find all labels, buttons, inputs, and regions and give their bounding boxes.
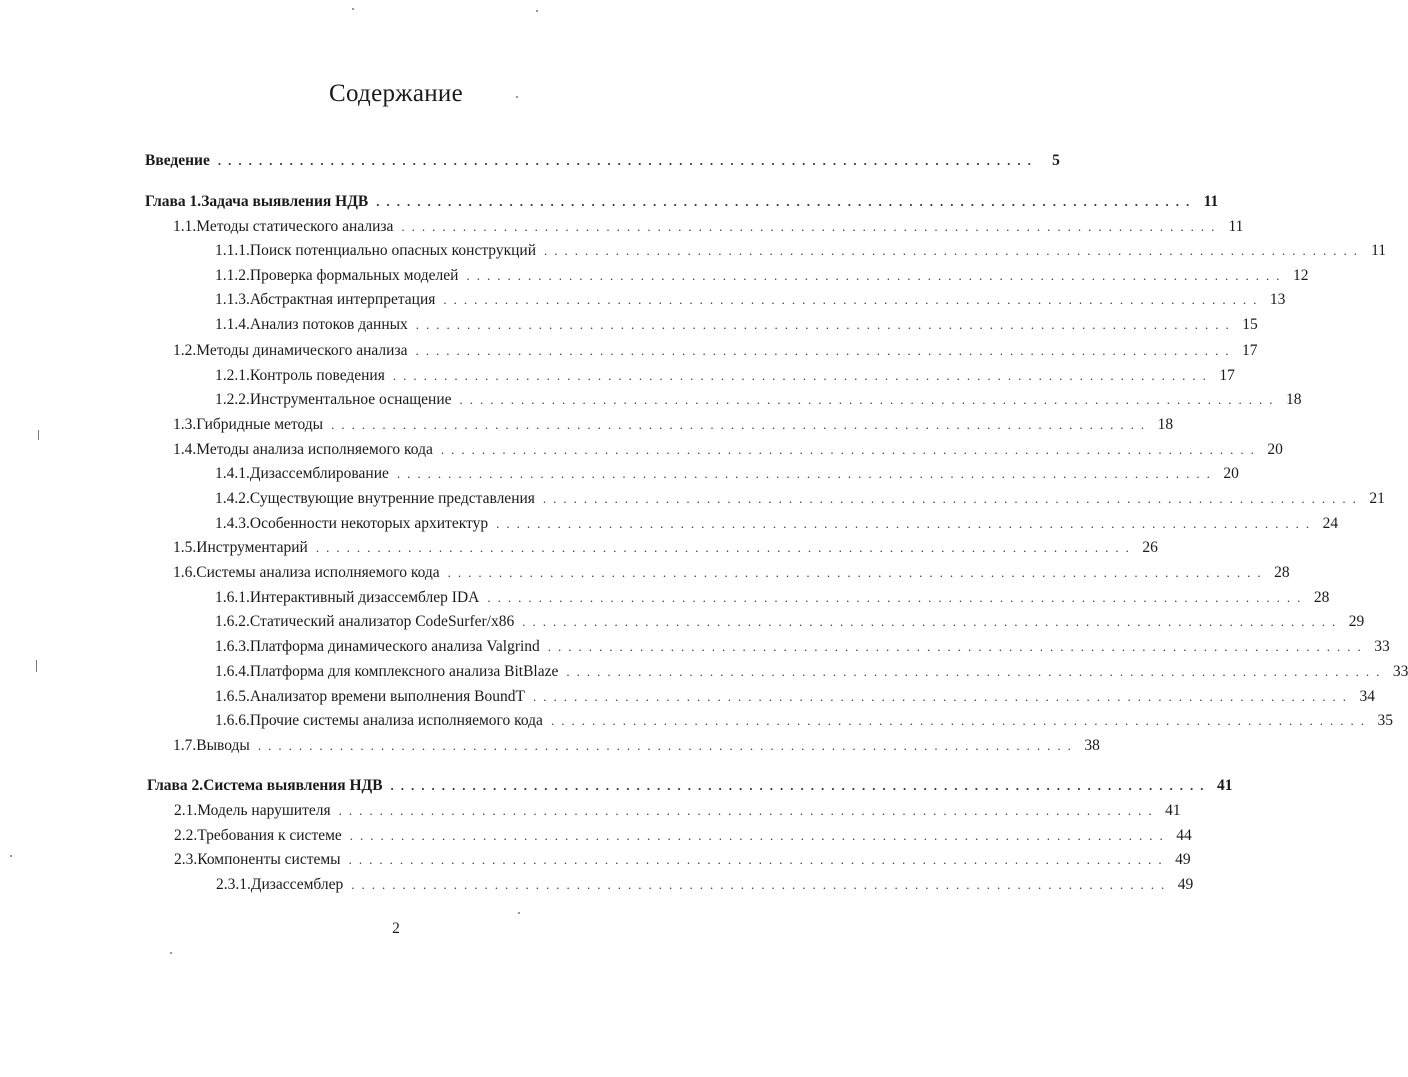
toc-entry-number: 1.2.1. bbox=[215, 367, 250, 384]
toc-entry[interactable] bbox=[215, 315, 1258, 335]
toc-entry-title: Введение bbox=[145, 152, 210, 169]
toc-entry-title: Система выявления НДВ bbox=[203, 777, 383, 794]
scan-speck bbox=[36, 660, 37, 672]
toc-entry[interactable] bbox=[215, 687, 1375, 707]
toc-entry[interactable] bbox=[173, 563, 1290, 583]
toc-leader-dots: ................................................................................ bbox=[522, 614, 1343, 629]
toc-entry-title: Выводы bbox=[196, 737, 250, 754]
toc-leader-dots: ................................................................................ bbox=[544, 243, 1364, 258]
toc-entry-page: 11 bbox=[1371, 242, 1386, 259]
toc-leader-dots: ................................................................................ bbox=[415, 343, 1236, 358]
toc-entry-title: Требования к системе bbox=[197, 827, 342, 844]
toc-entry[interactable] bbox=[215, 290, 1286, 310]
toc-entry-number: 1.2.2. bbox=[215, 391, 250, 408]
toc-entry-number: 1.4. bbox=[173, 441, 197, 458]
toc-entry[interactable] bbox=[215, 266, 1309, 286]
toc-entry-number: 1.4.1. bbox=[215, 465, 250, 482]
toc-leader-dots: ................................................................................ bbox=[440, 442, 1261, 457]
toc-leader-dots: ................................................................................ bbox=[257, 738, 1078, 753]
toc-leader-dots: ................................................................................ bbox=[447, 565, 1268, 580]
toc-entry-title: Методы анализа исполняемого кода bbox=[196, 441, 433, 458]
toc-entry-page: 29 bbox=[1348, 613, 1365, 630]
toc-entry-page: 26 bbox=[1142, 539, 1158, 556]
toc-entry[interactable] bbox=[145, 151, 1060, 171]
toc-entry-page: 28 bbox=[1313, 589, 1330, 606]
toc-entry-title: Проверка формальных моделей bbox=[249, 267, 459, 284]
toc-entry-title: Статический анализатор CodeSurfer/x86 bbox=[249, 613, 515, 630]
toc-leader-dots: ................................................................................ bbox=[338, 803, 1159, 818]
toc-entry-page: 35 bbox=[1377, 712, 1393, 729]
toc-entry[interactable] bbox=[215, 390, 1302, 410]
scan-speck bbox=[352, 8, 354, 10]
toc-entry-number: 1.4.2. bbox=[215, 490, 250, 507]
scan-speck bbox=[518, 912, 520, 914]
toc-entry-number: 1.6.4. bbox=[215, 663, 250, 680]
toc-leader-dots: ................................................................................ bbox=[348, 852, 1169, 867]
toc-entry-number: Глава 2. bbox=[147, 777, 204, 794]
toc-entry[interactable] bbox=[215, 514, 1339, 534]
toc-entry-page: 41 bbox=[1217, 777, 1233, 794]
toc-entry-page: 5 bbox=[1052, 152, 1060, 169]
toc-entry-title: Инструментальное оснащение bbox=[249, 391, 452, 408]
toc-entry[interactable] bbox=[173, 538, 1158, 558]
toc-leader-dots: ................................................................................ bbox=[487, 590, 1308, 605]
toc-leader-dots: ................................................................................ bbox=[542, 491, 1363, 506]
toc-entry-title: Системы анализа исполняемого кода bbox=[196, 564, 440, 581]
toc-entry-number: 1.4.3. bbox=[215, 515, 250, 532]
toc-entry-title: Интерактивный дизассемблер IDA bbox=[249, 589, 480, 606]
toc-entry-title: Модель нарушителя bbox=[197, 802, 331, 819]
toc-leader-dots: ................................................................................ bbox=[217, 153, 1038, 168]
toc-entry-page: 11 bbox=[1203, 193, 1219, 210]
toc-entry-number: 1.5. bbox=[173, 539, 197, 556]
toc-leader-dots: ................................................................................ bbox=[496, 516, 1317, 531]
toc-entry-number: 1.1. bbox=[173, 218, 197, 235]
toc-entry-number: 2.3. bbox=[174, 851, 198, 868]
toc-entry-number: 1.1.3. bbox=[215, 291, 250, 308]
toc-entry-number: 2.3.1. bbox=[216, 876, 251, 893]
toc-entry[interactable] bbox=[173, 440, 1283, 460]
toc-leader-dots: ................................................................................ bbox=[315, 540, 1136, 555]
toc-entry-page: 15 bbox=[1242, 316, 1258, 333]
toc-entry-number: 1.6.1. bbox=[215, 589, 250, 606]
toc-entry-number: Глава 1. bbox=[145, 193, 202, 210]
toc-entry-page: 38 bbox=[1084, 737, 1100, 754]
toc-leader-dots: ................................................................................ bbox=[401, 219, 1222, 234]
toc-entry-title: Методы динамического анализа bbox=[196, 342, 408, 359]
toc-entry-title: Дизассемблирование bbox=[249, 465, 389, 482]
page-number: 2 bbox=[392, 920, 400, 937]
toc-entry[interactable] bbox=[215, 366, 1235, 386]
toc-entry[interactable] bbox=[215, 637, 1390, 657]
toc-entry-page: 13 bbox=[1269, 291, 1286, 308]
toc-entry-page: 34 bbox=[1359, 688, 1375, 705]
toc-entry-number: 1.6.3. bbox=[215, 638, 250, 655]
toc-entry[interactable] bbox=[174, 826, 1192, 846]
toc-entry[interactable] bbox=[215, 588, 1330, 608]
toc-entry-page: 44 bbox=[1176, 827, 1192, 844]
toc-entry-page: 24 bbox=[1322, 515, 1339, 532]
toc-entry-page: 41 bbox=[1165, 802, 1181, 819]
toc-entry-number: 1.6.5. bbox=[215, 688, 250, 705]
toc-entry-title: Дизассемблер bbox=[250, 876, 344, 893]
toc-entry[interactable] bbox=[173, 736, 1100, 756]
toc-entry-title: Особенности некоторых архитектур bbox=[249, 515, 489, 532]
toc-entry-page: 20 bbox=[1267, 441, 1283, 458]
toc-entry-page: 18 bbox=[1286, 391, 1302, 408]
scan-speck bbox=[536, 10, 538, 12]
toc-entry-page: 11 bbox=[1228, 218, 1244, 235]
toc-entry[interactable] bbox=[215, 711, 1393, 731]
toc-entry[interactable] bbox=[215, 241, 1386, 261]
toc-entry-title: Анализ потоков данных bbox=[249, 316, 408, 333]
toc-entry-title: Компоненты системы bbox=[197, 851, 341, 868]
toc-entry-page: 17 bbox=[1241, 342, 1258, 359]
toc-entry-number: 1.1.2. bbox=[215, 267, 250, 284]
toc-entry-number: 1.2. bbox=[173, 342, 197, 359]
toc-leader-dots: ................................................................................ bbox=[443, 292, 1264, 307]
toc-leader-dots: ................................................................................ bbox=[466, 268, 1287, 283]
toc-entry[interactable] bbox=[215, 489, 1385, 509]
toc-entry-page: 20 bbox=[1223, 465, 1239, 482]
toc-entry-page: 21 bbox=[1369, 490, 1385, 507]
toc-leader-dots: ................................................................................ bbox=[459, 392, 1280, 407]
toc-entry-title: Задача выявления НДВ bbox=[201, 193, 369, 210]
toc-entry-number: 2.1. bbox=[174, 802, 198, 819]
toc-leader-dots: ................................................................................ bbox=[376, 194, 1197, 209]
toc-leader-dots: ................................................................................ bbox=[390, 778, 1211, 793]
scan-speck bbox=[170, 952, 172, 954]
toc-leader-dots: ................................................................................ bbox=[349, 828, 1170, 843]
toc-entry-title: Гибридные методы bbox=[196, 416, 324, 433]
page-title: Содержание bbox=[329, 80, 463, 107]
toc-entry[interactable] bbox=[147, 776, 1233, 796]
toc-entry-page: 33 bbox=[1374, 638, 1390, 655]
toc-leader-dots: ................................................................................ bbox=[392, 368, 1213, 383]
scan-speck bbox=[10, 855, 12, 857]
toc-entry[interactable] bbox=[173, 415, 1174, 435]
toc-entry-number: 1.6. bbox=[173, 564, 197, 581]
scan-speck bbox=[38, 430, 39, 440]
toc-entry-number: 2.2. bbox=[174, 827, 198, 844]
toc-entry[interactable] bbox=[173, 341, 1258, 361]
toc-entry-page: 49 bbox=[1175, 851, 1191, 868]
toc-entry[interactable] bbox=[145, 192, 1219, 212]
toc-leader-dots: ................................................................................ bbox=[331, 417, 1152, 432]
toc-leader-dots: ................................................................................ bbox=[566, 664, 1387, 679]
toc-leader-dots: ................................................................................ bbox=[547, 639, 1368, 654]
toc-entry-title: Прочие системы анализа исполняемого кода bbox=[249, 712, 543, 729]
toc-entry-title: Платформа для комплексного анализа BitBlaze bbox=[249, 663, 559, 680]
toc-entry[interactable] bbox=[215, 612, 1365, 632]
toc-entry-title: Инструментарий bbox=[196, 539, 308, 556]
toc-entry-title: Абстрактная интерпретация bbox=[249, 291, 436, 308]
toc-entry-title: Существующие внутренние представления bbox=[249, 490, 535, 507]
toc-leader-dots: ................................................................................ bbox=[396, 466, 1217, 481]
toc-entry-number: 1.6.2. bbox=[215, 613, 250, 630]
toc-entry-page: 12 bbox=[1292, 267, 1309, 284]
toc-entry[interactable] bbox=[174, 801, 1181, 821]
toc-entry-title: Поиск потенциально опасных конструкций bbox=[249, 242, 536, 259]
toc-entry[interactable] bbox=[215, 662, 1408, 682]
toc-leader-dots: ................................................................................ bbox=[351, 877, 1172, 892]
toc-entry-page: 33 bbox=[1392, 663, 1408, 680]
toc-entry-title: Платформа динамического анализа Valgrind bbox=[249, 638, 540, 655]
toc-entry[interactable] bbox=[215, 464, 1239, 484]
toc-entry-number: 1.1.1. bbox=[215, 242, 250, 259]
toc-entry-number: 1.3. bbox=[173, 416, 197, 433]
toc-leader-dots: ................................................................................ bbox=[550, 713, 1371, 728]
toc-entry-page: 28 bbox=[1274, 564, 1290, 581]
toc-entry-number: 1.6.6. bbox=[215, 712, 250, 729]
toc-entry-page: 18 bbox=[1157, 416, 1174, 433]
toc-entry[interactable] bbox=[174, 850, 1191, 870]
toc-entry-title: Контроль поведения bbox=[249, 367, 385, 384]
scan-speck bbox=[516, 96, 518, 98]
toc-entry-page: 49 bbox=[1177, 876, 1194, 893]
toc-leader-dots: ................................................................................ bbox=[532, 689, 1353, 704]
toc-entry-title: Методы статического анализа bbox=[196, 218, 394, 235]
toc-leader-dots: ................................................................................ bbox=[415, 317, 1236, 332]
toc-entry-number: 1.1.4. bbox=[215, 316, 250, 333]
toc-entry-number: 1.7. bbox=[173, 737, 197, 754]
toc-entry-page: 17 bbox=[1219, 367, 1235, 384]
toc-entry[interactable] bbox=[173, 217, 1244, 237]
toc-entry[interactable] bbox=[216, 875, 1194, 895]
toc-entry-title: Анализатор времени выполнения BoundT bbox=[249, 688, 525, 705]
